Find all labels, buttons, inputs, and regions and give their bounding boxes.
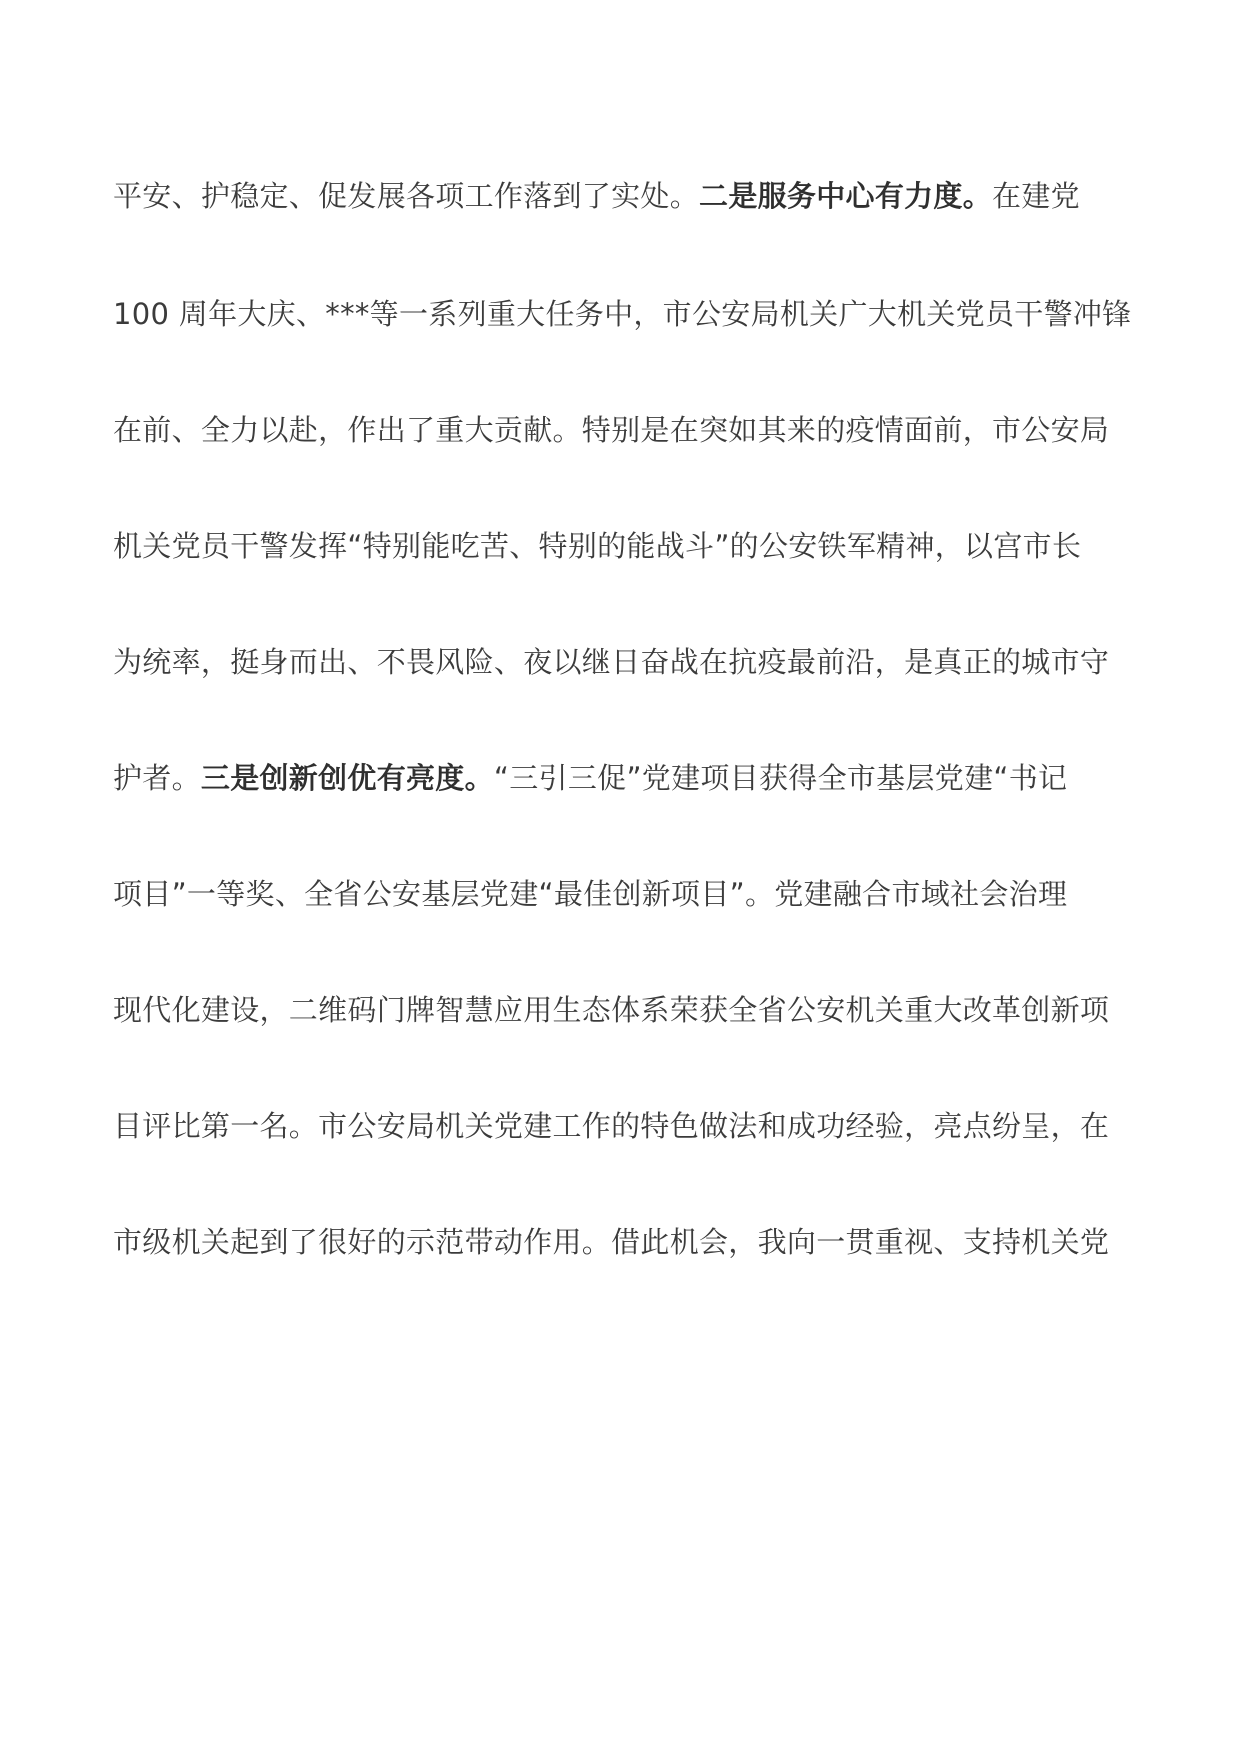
line-7-segment-1: 项目”一等奖、全省公安基层党建“最佳创新项目”。党建融合市域社会治理 [113,877,1068,911]
line-1-segment-3: 在建党 [992,179,1080,213]
text-line-10 [113,1218,1133,1266]
text-line-7 [113,870,1133,918]
line-6-heading-three: 三是创新创优有亮度。 [200,761,494,795]
line-2-segment-1: 100 周年大庆、***等一系列重大任务中，市公安局机关广大机关党员干警冲锋 [113,297,1132,331]
line-1-heading-two: 二是服务中心有力度。 [699,179,993,213]
line-5-segment-1: 为统率，挺身而出、不畏风险、夜以继日奋战在抗疫最前沿，是真正的城市守 [113,645,1110,679]
text-line-4 [113,522,1133,570]
text-line-6 [113,754,1133,802]
line-10-segment-1: 市级机关起到了很好的示范带动作用。借此机会，我向一贯重视、支持机关党 [113,1225,1110,1259]
text-line-9 [113,1102,1133,1150]
line-4-segment-1: 机关党员干警发挥“特别能吃苦、特别的能战斗”的公安铁军精神，以宫市长 [113,529,1082,563]
text-line-1 [113,172,1133,220]
text-line-3 [113,406,1133,454]
text-line-2 [113,290,1133,338]
text-line-5 [113,638,1133,686]
line-6-segment-1: 护者。 [113,761,201,795]
line-1-segment-1: 平安、护稳定、促发展各项工作落到了实处。 [113,179,700,213]
line-6-segment-3: “三引三促”党建项目获得全市基层党建“书记 [493,761,1068,795]
line-8-segment-1: 现代化建设，二维码门牌智慧应用生态体系荣获全省公安机关重大改革创新项 [113,993,1110,1027]
line-3-segment-1: 在前、全力以赴，作出了重大贡献。特别是在突如其来的疫情面前，市公安局 [113,413,1110,447]
text-line-8 [113,986,1133,1034]
line-9-segment-1: 目评比第一名。市公安局机关党建工作的特色做法和成功经验，亮点纷呈，在 [113,1109,1110,1143]
